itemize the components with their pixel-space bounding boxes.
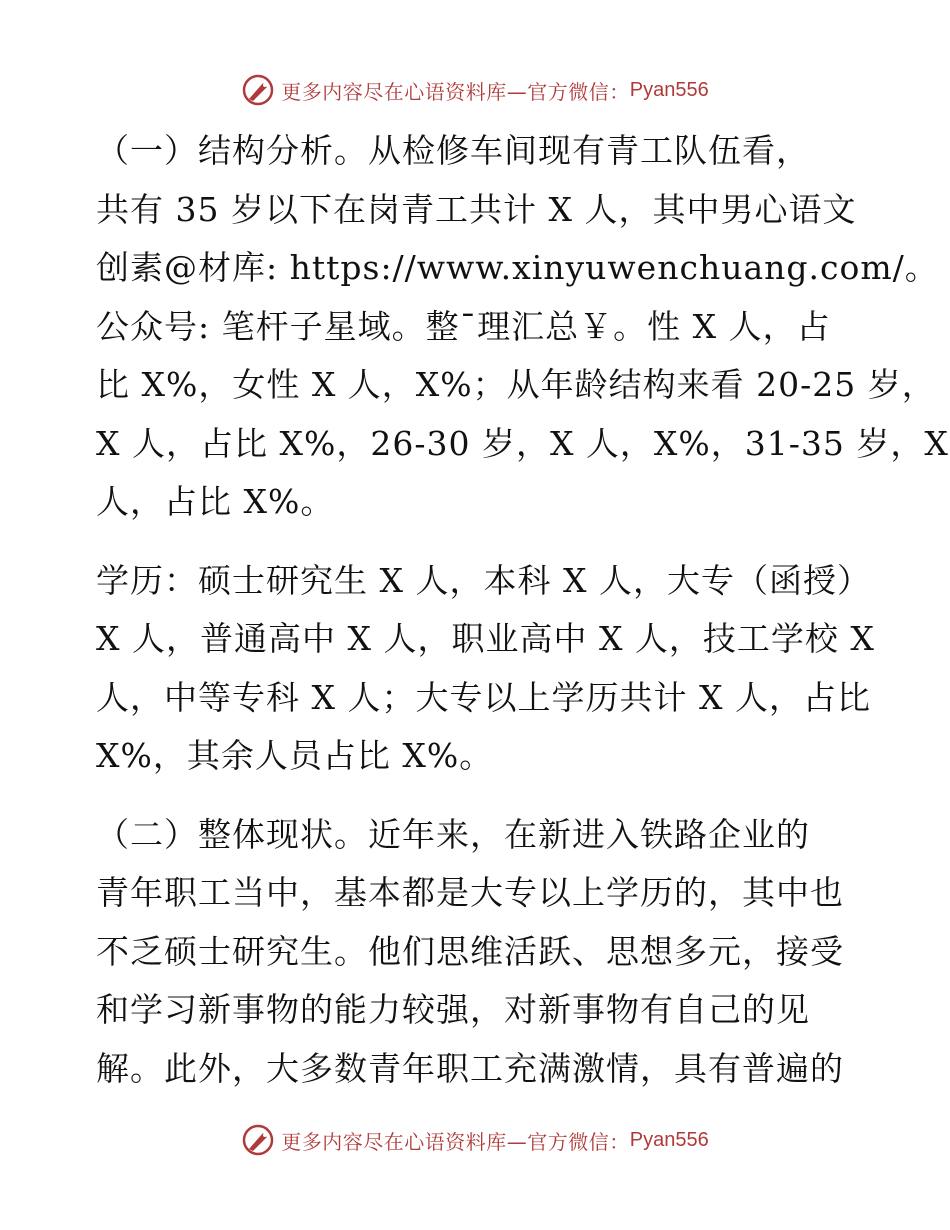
text-line: 学历：硕士研究生 X 人，本科 X 人，大专（函授） <box>96 560 871 600</box>
banner-text: 更多内容尽在心语资料库—官方微信： <box>281 1129 630 1154</box>
text-line: 共有 35 岁以下在岗青工共计 X 人，其中男心语文 <box>96 189 857 229</box>
text-line: 创素@材库: https://www.xinyuwenchuang.com/。 <box>96 248 939 287</box>
footer-banner <box>0 1120 950 1160</box>
paragraph-education <box>96 552 875 786</box>
document-body <box>96 122 949 1098</box>
text-line: 人，占比 X%。 <box>96 482 335 521</box>
text-line: （二）整体现状。近年来，在新进入铁路企业的 <box>96 814 810 854</box>
paragraph-structure-analysis <box>96 122 949 532</box>
pen-nib-logo-icon <box>241 73 275 107</box>
header-banner <box>0 70 950 110</box>
banner-wechat-id: Pyan556 <box>629 78 709 101</box>
text-line: 和学习新事物的能力较强，对新事物有自己的见 <box>96 990 810 1029</box>
text-line: 公众号: 笔杆子星域。整¯理汇总￥。性 X 人，占 <box>96 306 831 346</box>
pen-nib-logo-icon <box>241 1123 275 1157</box>
text-line: 比 X%，女性 X 人，X%；从年龄结构来看 20-25 岁， <box>96 365 936 404</box>
text-line: X 人，普通高中 X 人，职业高中 X 人，技工学校 X <box>96 619 875 658</box>
text-line: 不乏硕士研究生。他们思维活跃、思想多元，接受 <box>96 931 844 971</box>
text-line: X%，其余人员占比 X%。 <box>96 736 494 775</box>
text-line: X 人，占比 X%，26-30 岁，X 人，X%，31-35 岁，X <box>96 423 949 463</box>
text-line: 人，中等专科 X 人；大专以上学历共计 X 人，占比 <box>96 677 871 717</box>
paragraph-overall-status <box>96 806 856 1099</box>
text-line: 青年职工当中，基本都是大专以上学历的，其中也 <box>96 873 844 912</box>
text-line: （一）结构分析。从检修车间现有青工队伍看， <box>96 131 810 170</box>
text-line: 解。此外，大多数青年职工充满激情，具有普遍的 <box>96 1048 844 1088</box>
banner-text: 更多内容尽在心语资料库—官方微信： <box>281 79 630 104</box>
banner-wechat-id: Pyan556 <box>629 1128 709 1151</box>
